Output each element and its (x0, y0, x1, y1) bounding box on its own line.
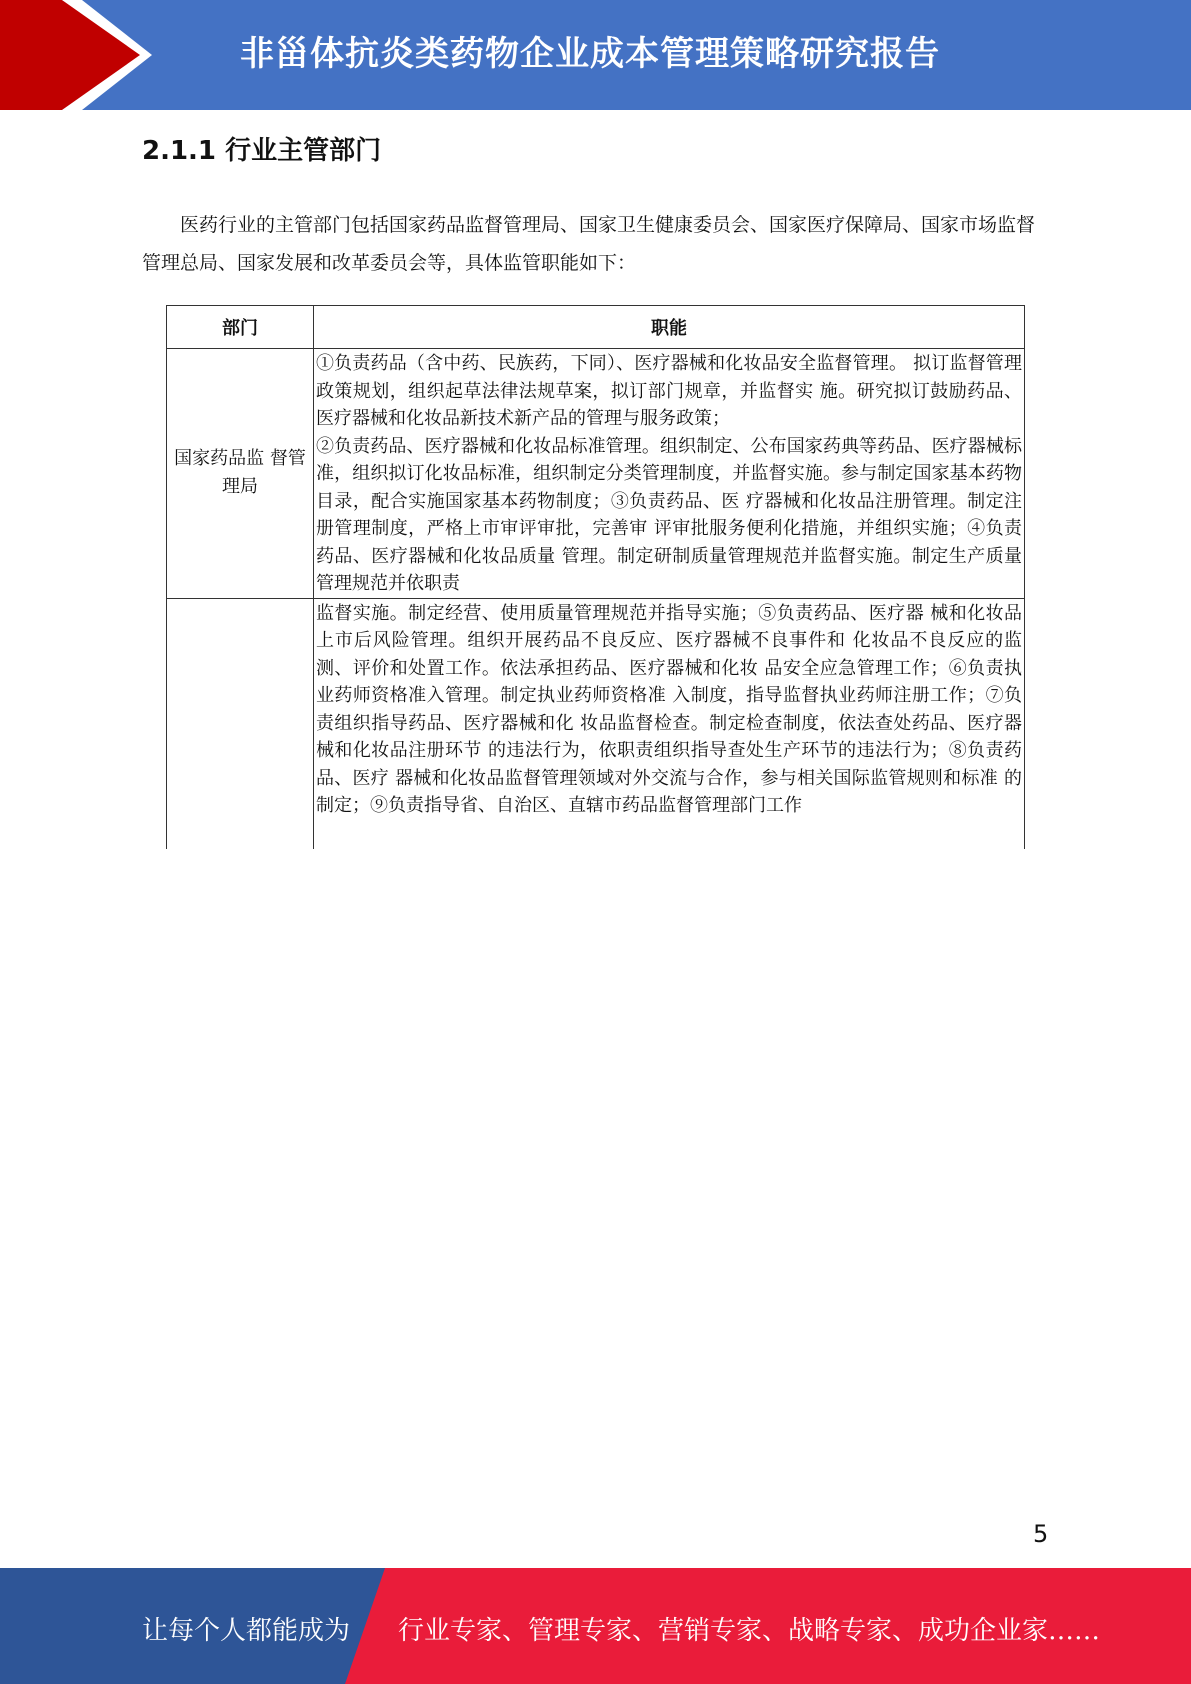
header-banner (0, 0, 1191, 110)
header-function: 职能 (314, 306, 1025, 349)
dept-cell (167, 598, 314, 849)
table-row (167, 598, 1025, 849)
footer-banner (0, 1568, 1191, 1684)
section-heading: 2.1.1 行业主管部门 (142, 136, 382, 166)
footer-slogan-left: 让每个人都能成为 (142, 1616, 351, 1646)
table-header-row (167, 306, 1025, 349)
function-text: ②负责药品、医疗器械和化妆品标准管理。组织制定、公布国家药典等药品、医疗器械标准，组织拟订化妆品标准，组织制定分类管理制度，并监督实施。参与制定国家基本药物目录，配合实施国家基本药物制度；③负责药品、医 疗器械和化妆品注册管理。制定注册管理制度，严格上市审评审批，完善审 评审批服务便利化措施，并组织实施；④负责药品、医疗器械和化妆品质量 管理。制定研制质量管理规范并监督实施。制定生产质量管理规范并依职责 (316, 435, 1022, 594)
function-text: ①负责药品（含中药、民族药，下同）、医疗器械和化妆品安全监督管理。 拟订监督管理政策规划，组织起草法律法规草案，拟订部门规章，并监督实 施。研究拟订鼓励药品、医疗器械和化妆品新技术新产品的管理与服务政策； (316, 353, 1022, 429)
header-dept: 部门 (167, 306, 314, 349)
report-title: 非甾体抗炎类药物企业成本管理策略研究报告 (240, 34, 940, 74)
function-cell (314, 349, 1025, 599)
function-text: 监督实施。制定经营、使用质量管理规范并指导实施；⑤负责药品、医疗器 械和化妆品上市后风险管理。组织开展药品不良反应、医疗器械不良事件和 化妆品不良反应的监测、评价和处置工作。依法承担药品、医疗器械和化妆 品安全应急管理工作；⑥负责执业药师资格准入管理。制定执业药师资格准 入制度，指导监督执业药师注册工作；⑦负责组织指导药品、医疗器械和化 妆品监督检查。制定检查制度，依法查处药品、医疗器械和化妆品注册环节 的违法行为，依职责组织指导查处生产环节的违法行为；⑧负责药品、医疗 器械和化妆品监督管理领域对外交流与合作，参与相关国际监管规则和标准 的制定；⑨负责指导省、自治区、直辖市药品监督管理部门工作 (316, 602, 1022, 816)
regulatory-table (166, 305, 1025, 849)
intro-paragraph: 医药行业的主管部门包括国家药品监督管理局、国家卫生健康委员会、国家医疗保障局、国家市场监督管理总局、国家发展和改革委员会等，具体监管职能如下： (142, 214, 1036, 274)
footer-slogan-right: 行业专家、管理专家、营销专家、战略专家、成功企业家…… (398, 1616, 1101, 1646)
page-number: 5 (1033, 1520, 1049, 1548)
dept-cell: 国家药品监 督管理局 (167, 349, 314, 599)
table-row (167, 349, 1025, 599)
function-cell (314, 598, 1025, 849)
